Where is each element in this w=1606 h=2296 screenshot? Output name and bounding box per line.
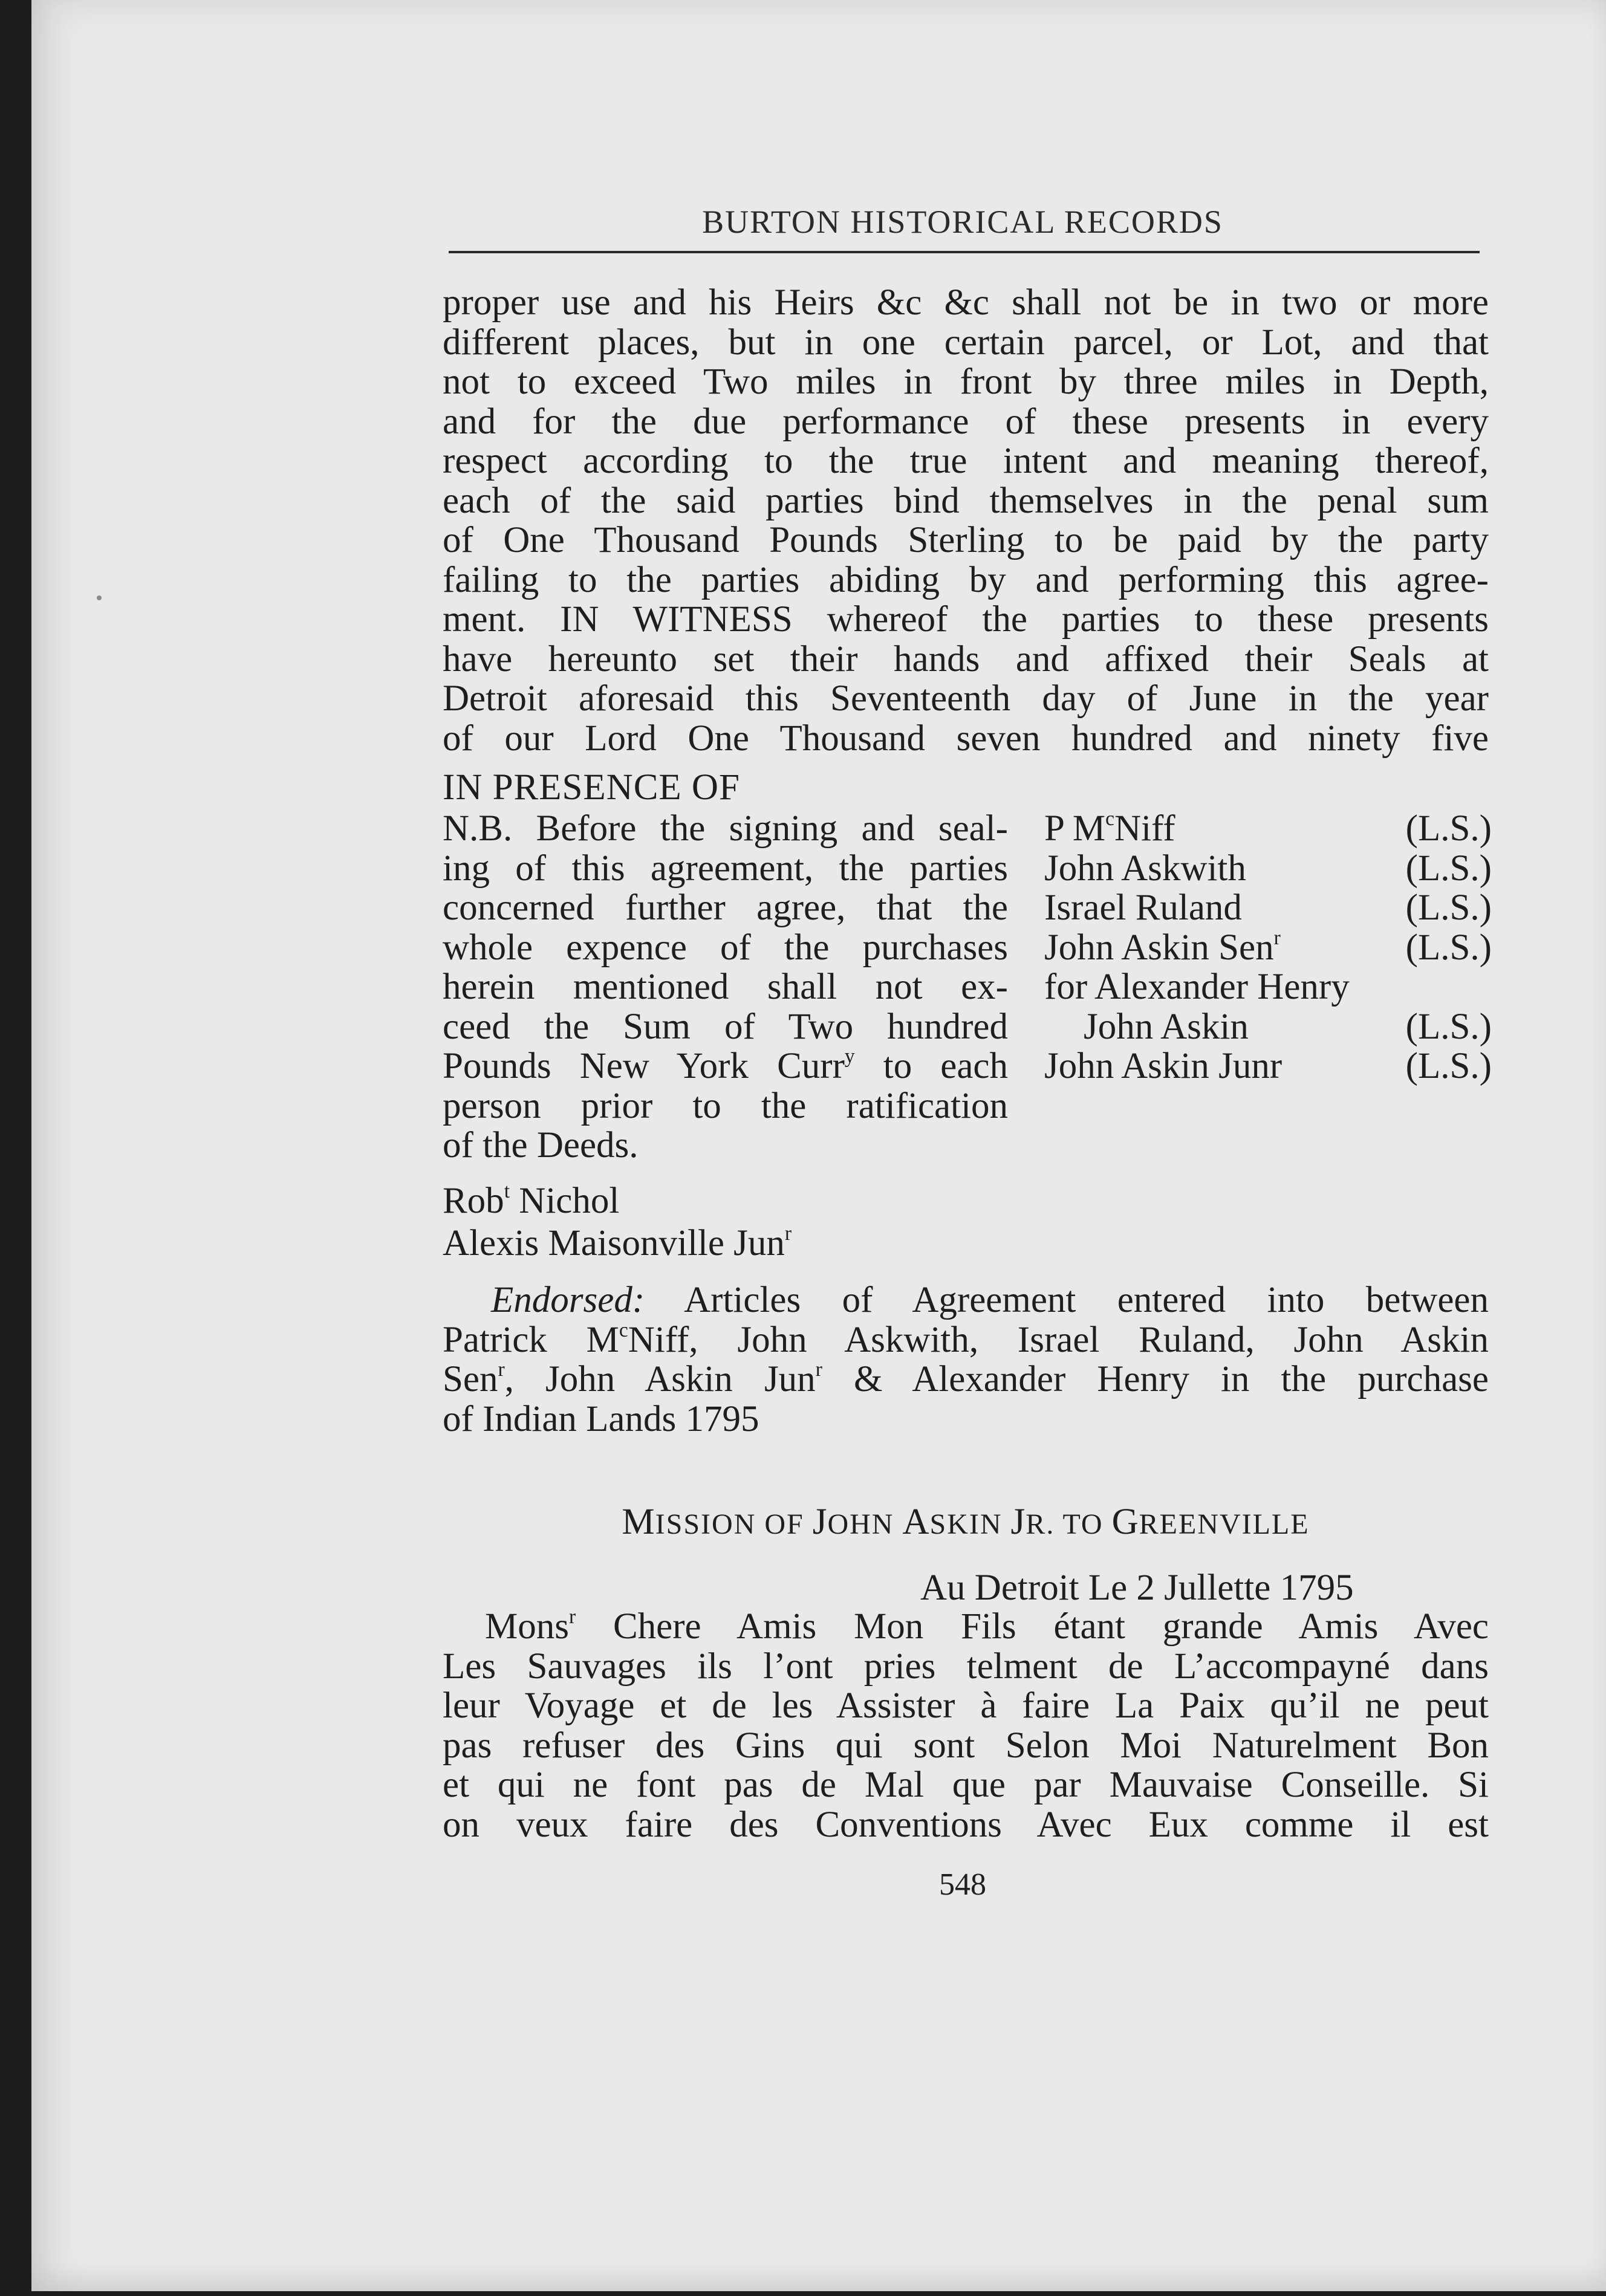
endorsement-paragraph — [443, 1280, 1489, 1439]
nb-line: whole expence of the purchases — [443, 927, 1008, 968]
text-run: Mons — [485, 1606, 569, 1647]
text-line: leur Voyage et de les Assister à faire La Paix qu’il ne peut — [443, 1685, 1489, 1726]
superscript: y — [844, 1045, 855, 1068]
signatory-name — [1044, 928, 1281, 968]
name-text: Rob — [443, 1181, 504, 1221]
signatory-row — [1044, 888, 1492, 928]
text-line: ment. IN WITNESS whereof the parties to these presents — [443, 599, 1489, 640]
text-line: of Indian Lands 1795 — [443, 1398, 759, 1439]
nb-curr-tail: to each — [854, 1046, 1008, 1086]
text-run: Patrick M — [443, 1319, 619, 1360]
name-tail: Nichol — [510, 1181, 620, 1221]
text-line — [443, 1360, 1489, 1399]
seal-mark: (L.S.) — [1405, 808, 1492, 849]
text-line: failing to the parties abiding by and performing this agree- — [443, 559, 1489, 600]
text-line — [443, 1320, 1489, 1360]
signatory-name: Israel Ruland — [1044, 887, 1242, 928]
witness-name — [443, 1180, 792, 1222]
text-line: on veux faire des Conventions Avec Eux comme il est — [443, 1804, 1489, 1845]
smallcap-run: R. TO — [1026, 1508, 1112, 1540]
smallcap-initial: J — [1010, 1502, 1026, 1542]
section-title — [443, 1501, 1489, 1543]
nb-line: person prior to the ratification — [443, 1085, 1008, 1126]
smallcap-run: ISSION OF — [655, 1508, 813, 1540]
letter-body — [443, 1607, 1489, 1844]
nb-line: ceed the Sum of Two hundred — [443, 1006, 1008, 1047]
text-line: respect according to the true intent and meaning thereof, — [443, 441, 1489, 481]
superscript: c — [619, 1318, 628, 1341]
smallcap-initial: J — [812, 1502, 828, 1542]
superscript: r — [498, 1358, 505, 1381]
header-rule — [449, 251, 1480, 253]
smallcap-initial: A — [902, 1502, 930, 1542]
text-line: proper use and his Heirs &c &c shall not be in two or more — [443, 282, 1489, 323]
name-tail: Niff — [1114, 808, 1175, 849]
seal-mark: (L.S.) — [1405, 848, 1492, 889]
letter-dateline: Au Detroit Le 2 Jullette 1795 — [920, 1568, 1354, 1608]
superscript: r — [568, 1605, 576, 1628]
text-line: and for the due performance of these presents in every — [443, 401, 1489, 442]
text-run: Chere Amis Mon Fils étant grande Amis Avec — [576, 1606, 1489, 1647]
presence-heading: IN PRESENCE OF — [443, 767, 740, 808]
margin-speck — [97, 595, 102, 600]
seal-mark: (L.S.) — [1405, 1006, 1492, 1047]
text-run: & Alexander Henry in the purchase — [822, 1359, 1489, 1399]
text-run: , John Askin Jun — [504, 1359, 816, 1399]
text-line — [443, 1280, 1489, 1320]
superscript: c — [1105, 807, 1115, 830]
smallcap-initial: M — [622, 1502, 655, 1542]
name-text: P M — [1044, 808, 1106, 849]
text-run: Articles of Agreement entered into between — [645, 1280, 1489, 1320]
nb-line — [443, 1046, 1008, 1086]
text-run: Sen — [443, 1359, 498, 1399]
smallcap-run: SKIN — [929, 1508, 1011, 1540]
witness-name — [443, 1222, 792, 1265]
nb-line: ing of this agreement, the parties — [443, 848, 1008, 889]
text-line: each of the said parties bind themselves in the penal sum — [443, 480, 1489, 521]
seal-mark: (L.S.) — [1405, 927, 1492, 968]
name-text: Alexis Maisonville Jun — [443, 1223, 785, 1263]
text-line: different places, but in one certain parcel, or Lot, and that — [443, 322, 1489, 363]
endorsed-label: Endorsed: — [491, 1280, 645, 1320]
nb-line: herein mentioned shall not ex- — [443, 967, 1008, 1007]
nb-line: of the Deeds. — [443, 1125, 639, 1166]
text-line: of our Lord One Thousand seven hundred and ninety five — [443, 718, 1489, 759]
text-line: pas refuser des Gins qui sont Selon Moi Naturelment Bon — [443, 1725, 1489, 1766]
name-text: John Askin Sen — [1044, 927, 1274, 968]
text-line: not to exceed Two miles in front by three miles in Depth, — [443, 362, 1489, 402]
witness-list — [443, 1180, 792, 1265]
text-line: Detroit aforesaid this Seventeenth day of June in the year — [443, 678, 1489, 719]
smallcap-initial: G — [1111, 1502, 1139, 1542]
text-line — [443, 1607, 1489, 1647]
seal-mark: (L.S.) — [1405, 887, 1492, 928]
page-number: 548 — [939, 1867, 986, 1902]
signatory-row — [1044, 1046, 1492, 1086]
smallcap-run: OHN — [827, 1508, 903, 1540]
nb-curr-text: Pounds New York Curr — [443, 1046, 845, 1086]
signatory-name: John Askwith — [1044, 848, 1246, 889]
signatory-name: John Askin — [1084, 1006, 1249, 1047]
signatory-name: for Alexander Henry — [1044, 967, 1350, 1007]
signatory-row — [1044, 809, 1492, 849]
signatory-row — [1044, 1007, 1492, 1047]
signatory-row — [1044, 928, 1492, 968]
superscript: t — [504, 1179, 510, 1202]
signatory-list — [1044, 809, 1492, 1086]
signatory-row — [1044, 967, 1492, 1007]
superscript: r — [1273, 926, 1281, 949]
running-head: BURTON HISTORICAL RECORDS — [702, 204, 1223, 240]
superscript: r — [784, 1222, 792, 1245]
page-sheet — [31, 0, 1606, 2291]
nb-line: N.B. Before the signing and seal- — [443, 808, 1008, 849]
text-line: have hereunto set their hands and affixed their Seals at — [443, 638, 1489, 679]
agreement-paragraph — [443, 283, 1489, 758]
text-line: of One Thousand Pounds Sterling to be paid by the party — [443, 520, 1489, 560]
seal-mark: (L.S.) — [1405, 1046, 1492, 1086]
text-line: et qui ne font pas de Mal que par Mauvaise Conseille. Si — [443, 1765, 1489, 1805]
nb-note — [443, 809, 1008, 1166]
text-line: Les Sauvages ils l’ont pries telment de L’accompayné dans — [443, 1646, 1489, 1687]
smallcap-run: REENVILLE — [1139, 1508, 1310, 1540]
signatory-name: John Askin Junr — [1044, 1046, 1283, 1086]
signatory-row — [1044, 849, 1492, 889]
nb-line: concerned further agree, that the — [443, 887, 1008, 928]
signatory-name — [1044, 809, 1175, 849]
superscript: r — [815, 1358, 822, 1381]
text-run: Niff, John Askwith, Israel Ruland, John Askin — [628, 1319, 1489, 1360]
